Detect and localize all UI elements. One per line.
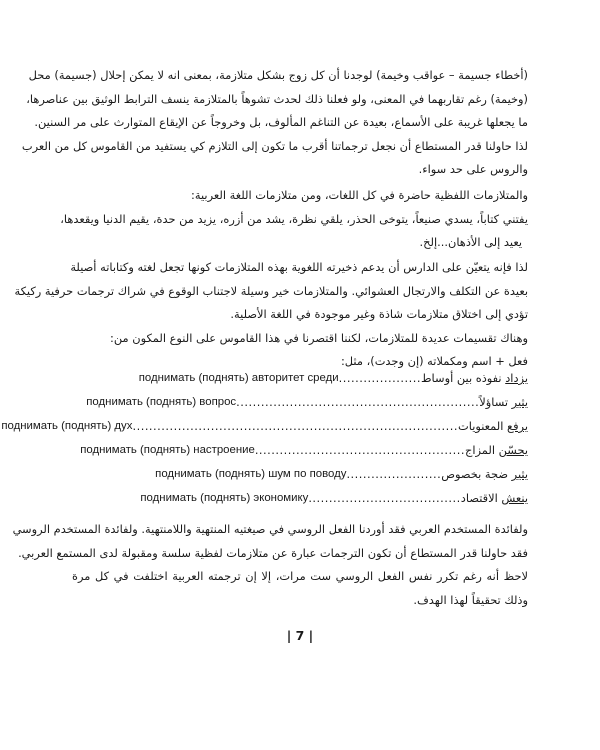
- text-line: والروس على حد سواء.: [418, 162, 528, 176]
- example-leader: .....................................: [308, 491, 461, 505]
- example-arabic: [421, 366, 528, 390]
- text-line: لاحظ أنه رغم تكرر نفس الفعل الروسي ست مرات، إلا إن ترجمته العربية اختلفت في كل مرة: [72, 569, 528, 583]
- example-row: [120, 366, 528, 390]
- example-leader: ...................................................: [254, 443, 465, 457]
- example-verb: يرفع: [507, 419, 528, 433]
- example-verb: يزداد: [505, 371, 528, 385]
- example-russian: поднимать (поднять) авторитет среди: [138, 372, 339, 384]
- text-line: فقد حاولنا قدر المستطاع أن تكون الترجمات عبارة عن متلازمات لفظية سلسة ومقبولة لدى المستمع العربي.: [18, 545, 528, 560]
- example-row: [80, 438, 528, 462]
- example-russian: поднимать (поднять) дух: [1, 420, 133, 432]
- text-line: يعيد إلى الأذهان...إلخ.: [419, 235, 522, 249]
- text-line: بعيدة عن التكلف والارتجال العشوائي. والمتلازمات خير وسيلة لاجتناب الوقوع في شراك ترجمات حرفية ركيكة: [14, 283, 528, 298]
- paragraph-learner-advice: [14, 256, 528, 374]
- text-line: ما يجعلها غريبة على الأسماع، بعيدة عن التناغم المألوف، بل وخروجاً عن الإيقاع المتوارث على مر السنين.: [34, 115, 528, 129]
- example-rest: تساؤلاً: [479, 395, 512, 409]
- paragraph-arabic-collocations: [60, 184, 528, 255]
- example-row: [1, 414, 528, 438]
- example-leader: .......................: [346, 467, 442, 481]
- example-row: [120, 462, 528, 486]
- paragraph-translation-notes: [12, 518, 528, 612]
- text-line: (وخيمة) رغم تقاربهما في المعنى، ولو فعلنا ذلك لحدث تشوهاً بالمتلازمة ينسف الترابط الوثيق بين عناصرها،: [26, 91, 528, 106]
- example-russian: поднимать (поднять) экономику: [140, 492, 309, 504]
- example-arabic: [458, 414, 528, 438]
- example-rest: ضجة بخصوص: [441, 467, 512, 481]
- text-line: يفتني كتاباً، يسدي صنيعاً، يتوخى الحذر، يلقي نظرة، يشد من أزره، يزيد من حدة، يقيم الدنيا ويقعدها،: [60, 211, 528, 226]
- text-line: ولفائدة المستخدم العربي فقد أوردنا الفعل الروسي في صيغتيه المنتهية واللامنتهية. ولفائدة المستخدم الروسي: [12, 522, 528, 536]
- text-line: (أخطاء جسيمة – عواقب وخيمة) لوجدنا أن كل زوج بشكل متلازمة، بمعنى انه لا يمكن إحلال (جسيمة) محل: [28, 68, 528, 82]
- text-line: فعل + اسم ومكملاته (إن وجدت)، مثل:: [340, 354, 528, 368]
- example-row: [120, 486, 528, 510]
- paragraph-collocation-intro: [21, 64, 528, 182]
- example-verb: يحسّن: [498, 443, 528, 457]
- example-verb: ينعش: [501, 491, 528, 505]
- text-line: والمتلازمات اللفظية حاضرة في كل اللغات، ومن متلازمات اللغة العربية:: [191, 188, 528, 202]
- example-arabic: [479, 390, 528, 414]
- example-verb: يثير: [511, 395, 528, 409]
- example-leader: ...........................................................: [236, 395, 480, 409]
- example-russian: поднимать (поднять) шум по поводу: [155, 468, 347, 480]
- example-leader: ...............................................................................: [132, 419, 458, 433]
- example-rest: المعنويات: [458, 419, 508, 433]
- text-line: وهناك تقسيمات عديدة للمتلازمات، لكننا اقتصرنا في هذا القاموس على النوع المكون من:: [110, 330, 528, 345]
- text-line: لذا فإنه يتعيّن على الدارس أن يدعم ذخيرته اللغوية بهذه المتلازمات كونها تجعل لغته وكتاباته أصيلة: [70, 260, 528, 274]
- example-rest: المزاج: [464, 443, 499, 457]
- example-row: [86, 390, 528, 414]
- example-leader: ....................: [338, 371, 422, 385]
- example-arabic: [465, 438, 528, 462]
- page-number: | 7 |: [286, 628, 314, 643]
- example-rest: نفوذه بين أوساط: [421, 371, 506, 385]
- example-russian: поднимать (поднять) вопрос: [86, 396, 237, 408]
- example-arabic: [461, 486, 528, 510]
- example-arabic: [441, 462, 528, 486]
- text-line: وذلك تحقيقاً لهذا الهدف.: [413, 592, 528, 607]
- example-russian: поднимать (поднять) настроение: [80, 444, 255, 456]
- example-verb: يثير: [511, 467, 528, 481]
- text-line: تؤدي إلى اختلاق متلازمات شاذة وغير موجودة في اللغة الأصلية.: [230, 307, 528, 321]
- text-line: لذا حاولنا قدر المستطاع أن نجعل ترجماتنا أقرب ما تكون إلى التلازم كي يستفيد من القاموس كل من العرب: [21, 138, 528, 153]
- example-rest: الاقتصاد: [460, 491, 502, 505]
